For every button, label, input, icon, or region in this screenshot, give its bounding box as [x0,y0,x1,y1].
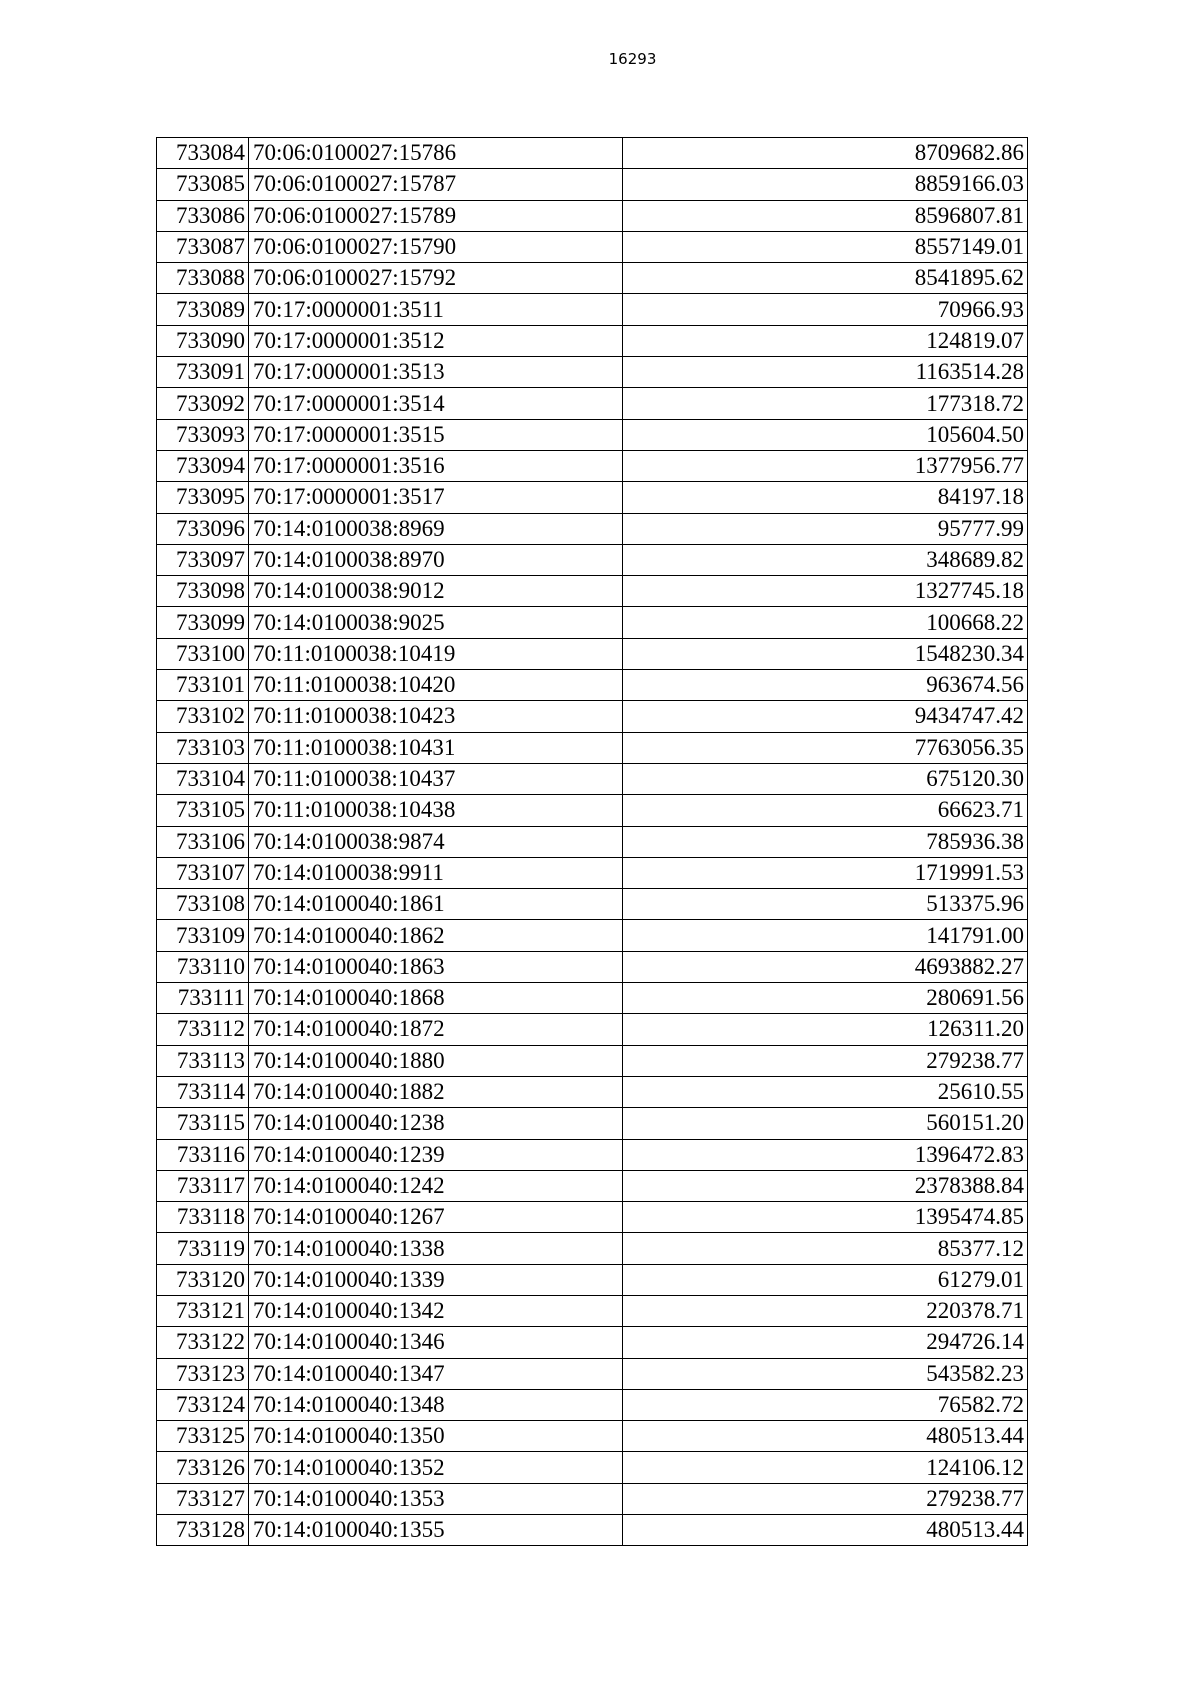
cadastral-number-cell: 70:17:0000001:3515 [249,419,623,450]
cadastral-number-cell: 70:11:0100038:10437 [249,763,623,794]
cadastral-number-cell: 70:14:0100040:1267 [249,1202,623,1233]
cadastral-value-cell: 8541895.62 [623,263,1028,294]
row-number-cell: 733095 [157,482,249,513]
cadastral-number-cell: 70:14:0100040:1348 [249,1389,623,1420]
cadastral-value-cell: 61279.01 [623,1264,1028,1295]
row-number-cell: 733094 [157,450,249,481]
table-row [157,294,1028,325]
cadastral-value-table [156,137,1028,1546]
row-number-cell: 733125 [157,1421,249,1452]
cadastral-value-cell: 100668.22 [623,607,1028,638]
row-number-cell: 733115 [157,1108,249,1139]
table-row [157,450,1028,481]
cadastral-number-cell: 70:14:0100040:1346 [249,1327,623,1358]
cadastral-value-cell: 294726.14 [623,1327,1028,1358]
cadastral-number-cell: 70:14:0100040:1352 [249,1452,623,1483]
row-number-cell: 733105 [157,795,249,826]
table-row [157,701,1028,732]
row-number-cell: 733124 [157,1389,249,1420]
cadastral-number-cell: 70:11:0100038:10420 [249,670,623,701]
cadastral-value-cell: 280691.56 [623,983,1028,1014]
cadastral-number-cell: 70:11:0100038:10419 [249,638,623,669]
cadastral-number-cell: 70:17:0000001:3511 [249,294,623,325]
table-row [157,1108,1028,1139]
cadastral-value-cell: 1719991.53 [623,857,1028,888]
row-number-cell: 733119 [157,1233,249,1264]
page-number: 16293 [608,50,657,68]
cadastral-number-cell: 70:06:0100027:15792 [249,263,623,294]
cadastral-number-cell: 70:14:0100038:9874 [249,826,623,857]
table-row [157,607,1028,638]
cadastral-number-cell: 70:17:0000001:3514 [249,388,623,419]
table-row [157,138,1028,169]
table-row [157,1295,1028,1326]
row-number-cell: 733100 [157,638,249,669]
cadastral-number-cell: 70:11:0100038:10431 [249,732,623,763]
row-number-cell: 733084 [157,138,249,169]
row-number-cell: 733111 [157,983,249,1014]
cadastral-value-cell: 8596807.81 [623,200,1028,231]
cadastral-value-cell: 480513.44 [623,1515,1028,1546]
table-row [157,1045,1028,1076]
cadastral-number-cell: 70:11:0100038:10423 [249,701,623,732]
table-row [157,231,1028,262]
row-number-cell: 733085 [157,169,249,200]
table-row [157,1076,1028,1107]
cadastral-value-cell: 1377956.77 [623,450,1028,481]
cadastral-value-cell: 7763056.35 [623,732,1028,763]
cadastral-number-cell: 70:06:0100027:15786 [249,138,623,169]
cadastral-value-cell: 543582.23 [623,1358,1028,1389]
cadastral-value-cell: 177318.72 [623,388,1028,419]
cadastral-number-cell: 70:14:0100040:1242 [249,1170,623,1201]
row-number-cell: 733093 [157,419,249,450]
table-row [157,576,1028,607]
cadastral-number-cell: 70:17:0000001:3512 [249,325,623,356]
row-number-cell: 733089 [157,294,249,325]
cadastral-number-cell: 70:17:0000001:3517 [249,482,623,513]
row-number-cell: 733091 [157,357,249,388]
cadastral-value-cell: 1163514.28 [623,357,1028,388]
cadastral-value-cell: 2378388.84 [623,1170,1028,1201]
row-number-cell: 733122 [157,1327,249,1358]
table-row [157,670,1028,701]
cadastral-number-cell: 70:14:0100038:9012 [249,576,623,607]
cadastral-value-cell: 963674.56 [623,670,1028,701]
cadastral-value-cell: 785936.38 [623,826,1028,857]
table-row [157,763,1028,794]
cadastral-number-cell: 70:14:0100040:1342 [249,1295,623,1326]
row-number-cell: 733112 [157,1014,249,1045]
table-row [157,1139,1028,1170]
row-number-cell: 733099 [157,607,249,638]
row-number-cell: 733086 [157,200,249,231]
cadastral-value-cell: 8709682.86 [623,138,1028,169]
cadastral-number-cell: 70:14:0100040:1861 [249,889,623,920]
row-number-cell: 733097 [157,544,249,575]
cadastral-value-cell: 141791.00 [623,920,1028,951]
cadastral-value-cell: 124819.07 [623,325,1028,356]
cadastral-number-cell: 70:17:0000001:3516 [249,450,623,481]
table-row [157,1233,1028,1264]
table-row [157,169,1028,200]
row-number-cell: 733104 [157,763,249,794]
cadastral-value-cell: 85377.12 [623,1233,1028,1264]
cadastral-value-cell: 8557149.01 [623,231,1028,262]
row-number-cell: 733121 [157,1295,249,1326]
cadastral-number-cell: 70:14:0100040:1338 [249,1233,623,1264]
table-row [157,638,1028,669]
cadastral-value-cell: 95777.99 [623,513,1028,544]
table-row [157,357,1028,388]
table-row [157,1327,1028,1358]
cadastral-value-cell: 675120.30 [623,763,1028,794]
cadastral-number-cell: 70:14:0100040:1353 [249,1483,623,1514]
cadastral-number-cell: 70:06:0100027:15787 [249,169,623,200]
table-row [157,1358,1028,1389]
row-number-cell: 733128 [157,1515,249,1546]
cadastral-value-cell: 279238.77 [623,1483,1028,1514]
row-number-cell: 733101 [157,670,249,701]
table-row [157,419,1028,450]
table-row [157,1014,1028,1045]
cadastral-value-cell: 126311.20 [623,1014,1028,1045]
table-row [157,388,1028,419]
row-number-cell: 733107 [157,857,249,888]
row-number-cell: 733116 [157,1139,249,1170]
cadastral-number-cell: 70:14:0100040:1347 [249,1358,623,1389]
row-number-cell: 733118 [157,1202,249,1233]
table-row [157,544,1028,575]
row-number-cell: 733127 [157,1483,249,1514]
row-number-cell: 733123 [157,1358,249,1389]
cadastral-number-cell: 70:14:0100040:1868 [249,983,623,1014]
row-number-cell: 733092 [157,388,249,419]
cadastral-value-cell: 124106.12 [623,1452,1028,1483]
cadastral-value-cell: 8859166.03 [623,169,1028,200]
cadastral-value-cell: 105604.50 [623,419,1028,450]
row-number-cell: 733110 [157,951,249,982]
cadastral-value-cell: 220378.71 [623,1295,1028,1326]
row-number-cell: 733126 [157,1452,249,1483]
cadastral-number-cell: 70:14:0100040:1872 [249,1014,623,1045]
cadastral-number-cell: 70:14:0100040:1339 [249,1264,623,1295]
table-row [157,1452,1028,1483]
table-row [157,889,1028,920]
table-body [157,138,1028,1546]
table-row [157,795,1028,826]
row-number-cell: 733117 [157,1170,249,1201]
table-row [157,200,1028,231]
cadastral-value-cell: 4693882.27 [623,951,1028,982]
cadastral-number-cell: 70:11:0100038:10438 [249,795,623,826]
cadastral-number-cell: 70:14:0100040:1882 [249,1076,623,1107]
cadastral-value-cell: 76582.72 [623,1389,1028,1420]
cadastral-value-cell: 84197.18 [623,482,1028,513]
row-number-cell: 733120 [157,1264,249,1295]
table-row [157,513,1028,544]
cadastral-number-cell: 70:17:0000001:3513 [249,357,623,388]
cadastral-number-cell: 70:06:0100027:15789 [249,200,623,231]
cadastral-number-cell: 70:14:0100040:1350 [249,1421,623,1452]
cadastral-value-cell: 1548230.34 [623,638,1028,669]
cadastral-value-cell: 66623.71 [623,795,1028,826]
cadastral-value-cell: 1396472.83 [623,1139,1028,1170]
table-row [157,1389,1028,1420]
table-row [157,1264,1028,1295]
row-number-cell: 733087 [157,231,249,262]
row-number-cell: 733088 [157,263,249,294]
table-row [157,1483,1028,1514]
row-number-cell: 733113 [157,1045,249,1076]
cadastral-number-cell: 70:14:0100038:9025 [249,607,623,638]
table-row [157,920,1028,951]
table-row [157,732,1028,763]
row-number-cell: 733109 [157,920,249,951]
table-row [157,482,1028,513]
row-number-cell: 733103 [157,732,249,763]
cadastral-number-cell: 70:14:0100040:1355 [249,1515,623,1546]
table-row [157,857,1028,888]
cadastral-number-cell: 70:14:0100040:1239 [249,1139,623,1170]
row-number-cell: 733090 [157,325,249,356]
cadastral-number-cell: 70:14:0100040:1863 [249,951,623,982]
cadastral-number-cell: 70:06:0100027:15790 [249,231,623,262]
table-row [157,325,1028,356]
cadastral-number-cell: 70:14:0100038:8970 [249,544,623,575]
cadastral-value-cell: 1327745.18 [623,576,1028,607]
table-row [157,951,1028,982]
cadastral-number-cell: 70:14:0100040:1880 [249,1045,623,1076]
row-number-cell: 733106 [157,826,249,857]
cadastral-value-cell: 480513.44 [623,1421,1028,1452]
table-row [157,826,1028,857]
table-row [157,1421,1028,1452]
cadastral-value-cell: 25610.55 [623,1076,1028,1107]
table-row [157,1170,1028,1201]
cadastral-value-cell: 348689.82 [623,544,1028,575]
row-number-cell: 733108 [157,889,249,920]
cadastral-value-cell: 279238.77 [623,1045,1028,1076]
row-number-cell: 733102 [157,701,249,732]
table-row [157,983,1028,1014]
table-row [157,1515,1028,1546]
row-number-cell: 733098 [157,576,249,607]
cadastral-value-cell: 1395474.85 [623,1202,1028,1233]
cadastral-value-cell: 560151.20 [623,1108,1028,1139]
cadastral-number-cell: 70:14:0100040:1238 [249,1108,623,1139]
table-row [157,1202,1028,1233]
cadastral-value-cell: 70966.93 [623,294,1028,325]
cadastral-value-cell: 9434747.42 [623,701,1028,732]
table-row [157,263,1028,294]
cadastral-number-cell: 70:14:0100038:8969 [249,513,623,544]
row-number-cell: 733096 [157,513,249,544]
row-number-cell: 733114 [157,1076,249,1107]
cadastral-number-cell: 70:14:0100038:9911 [249,857,623,888]
cadastral-number-cell: 70:14:0100040:1862 [249,920,623,951]
cadastral-value-cell: 513375.96 [623,889,1028,920]
